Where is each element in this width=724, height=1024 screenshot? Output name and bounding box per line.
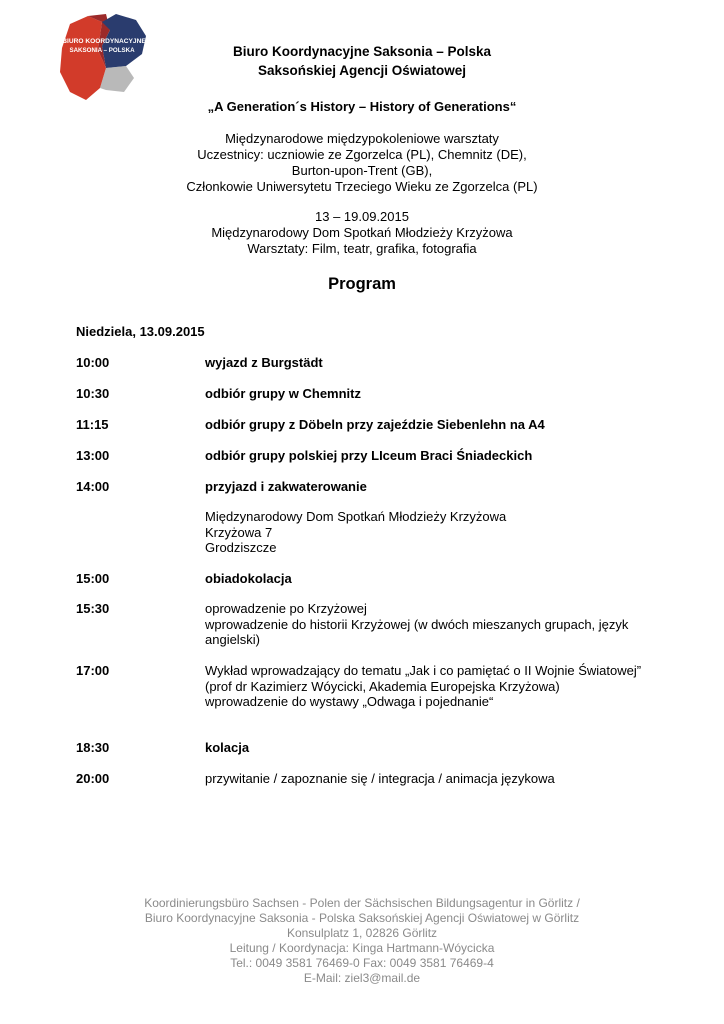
schedule-time: 10:00 (76, 355, 110, 370)
schedule-text: odbiór grupy polskiej przy LIceum Braci Śniadeckich (205, 448, 533, 463)
footer-line: Koordinierungsbüro Sachsen - Polen der Sächsischen Bildungsagentur in Görlitz / (144, 896, 580, 910)
address-line: Międzynarodowy Dom Spotkań Młodzieży Krzyżowa (205, 509, 507, 524)
logo-text-line1: BIURO KOORDYNACYJNE (62, 38, 146, 45)
header-line-1: Biuro Koordynacyjne Saksonia – Polska (232, 44, 492, 59)
schedule-time: 18:30 (76, 740, 110, 755)
footer (0, 896, 724, 986)
logo-text-line2: SAKSONIA – POLSKA (69, 47, 135, 54)
schedule-text: Wykład wprowadzający do tematu „Jak i co pamiętać o II Wojnie Światowej” (prof dr Kazimierz Wóycicki, Akademia Europejska Krzyżowa) wprowadzenie do wystawy „Odwaga i pojednanie“ (205, 663, 642, 709)
schedule-text: odbiór grupy z Döbeln przy zajeździe Siebenlehn na A4 (205, 417, 545, 432)
footer-email[interactable]: E-Mail: ziel3@mail.de (303, 971, 421, 985)
schedule-time: 17:00 (76, 663, 110, 678)
schedule-time: 20:00 (76, 771, 110, 786)
schedule-time: 10:30 (76, 386, 110, 401)
intro-line: Burton-upon-Trent (GB), (291, 163, 433, 178)
program-title: Program (328, 275, 396, 293)
schedule-time: 15:30 (76, 601, 110, 616)
dates-line: Warsztaty: Film, teatr, grafika, fotografia (247, 241, 477, 256)
schedule-text: kolacja (205, 740, 250, 755)
schedule-time: 13:00 (76, 448, 110, 463)
address-line: Krzyżowa 7 (205, 524, 273, 540)
address-line: Grodziszcze (205, 540, 277, 555)
intro-line: Uczestnicy: uczniowie ze Zgorzelca (PL), Chemnitz (DE), (197, 147, 527, 162)
project-subtitle: „A Generation´s History – History of Generations“ (207, 99, 517, 114)
header (0, 42, 724, 80)
footer-line: Tel.: 0049 3581 76469-0 Fax: 0049 3581 76469-4 (230, 956, 494, 970)
schedule-text: przywitanie / zapoznanie się / integracja / animacja językowa (205, 771, 555, 786)
schedule-text: wyjazd z Burgstädt (205, 355, 323, 370)
dates-block (0, 209, 724, 257)
schedule-text: przyjazd i zakwaterowanie (205, 479, 367, 494)
intro-block (0, 131, 724, 195)
dates-line: Międzynarodowy Dom Spotkań Młodzieży Krzyżowa (211, 225, 513, 240)
intro-line: Międzynarodowe międzypokoleniowe warsztaty (225, 131, 499, 146)
schedule-time: 15:00 (76, 571, 110, 586)
day-heading: Niedziela, 13.09.2015 (76, 324, 205, 339)
intro-line: Członkowie Uniwersytetu Trzeciego Wieku ze Zgorzelca (PL) (186, 179, 538, 194)
header-line-2: Saksońskiej Agencji Oświatowej (257, 63, 467, 78)
schedule-text: oprowadzenie po Krzyżowej wprowadzenie do historii Krzyżowej (w dwóch mieszanych grupach, język angielski) (205, 601, 629, 647)
footer-line: Leitung / Koordynacja: Kinga Hartmann-Wóycicka (229, 941, 495, 955)
footer-line: Konsulplatz 1, 02826 Görlitz (286, 926, 438, 940)
dates-line: 13 – 19.09.2015 (315, 209, 409, 224)
footer-line: Biuro Koordynacyjne Saksonia - Polska Saksońskiej Agencji Oświatowej w Görlitz (144, 911, 580, 925)
schedule-time: 11:15 (76, 417, 109, 432)
schedule-time: 14:00 (76, 479, 110, 494)
venue-address (205, 509, 506, 556)
schedule-text: obiadokolacja (205, 571, 292, 586)
schedule-text: odbiór grupy w Chemnitz (205, 386, 361, 401)
